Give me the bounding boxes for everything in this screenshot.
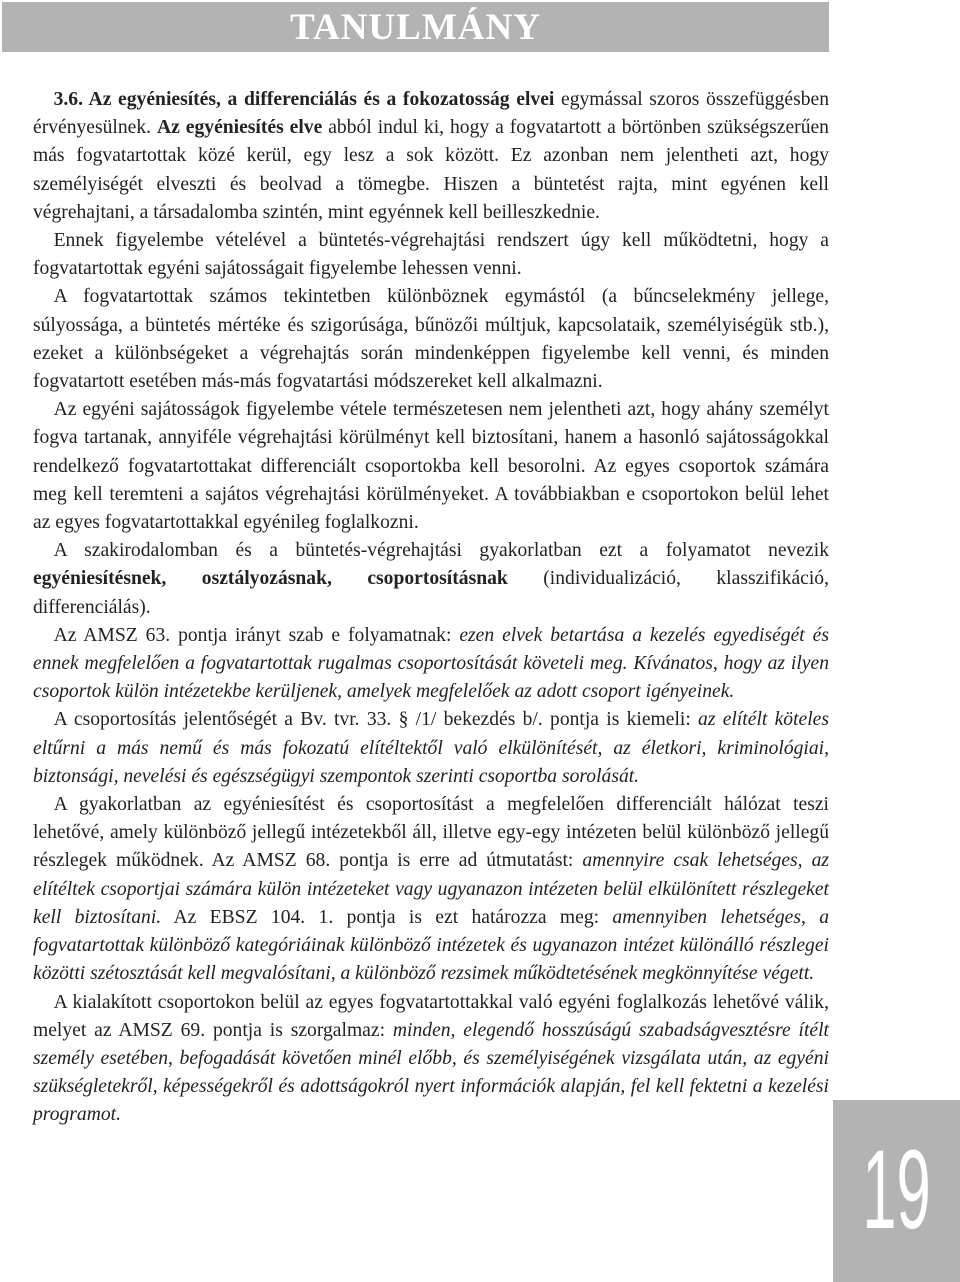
paragraph-8-text-b: Az EBSZ 104. 1. pontja is ezt határozza meg: [161, 906, 613, 928]
page-number-box [833, 1100, 960, 1282]
paragraph-1-text-a: egymással szoros összefüggésben érvényesülnek. [33, 89, 829, 139]
paragraph-7 [33, 706, 829, 791]
paragraph-5-bold: egyéniesítésnek, osztályozásnak, csoportosításnak [33, 568, 508, 590]
paragraph-1 [33, 86, 829, 227]
paragraph-6 [33, 622, 829, 707]
page-number: 19 [862, 1127, 931, 1252]
paragraph-9-text: A kialakított csoportokon belül az egyes fogvatartottakkal való egyéni foglalkozás lehetővé válik, melyet az AMSZ 69. pontja is szorgalmaz: [33, 991, 829, 1041]
paragraph-6-text: Az AMSZ 63. pontja irányt szab e folyamatnak: [53, 624, 460, 646]
paragraph-9 [33, 989, 829, 1130]
paragraph-1-text-b: abból indul ki, hogy a fogvatartott a börtönben szükségszerűen más fogvatartottak közé kerül, egy lesz a sok között. Ez azonban nem jelentheti azt, hogy személyiségét elveszti és beolvad a tömegbe. Hiszen a büntetést rajta, mint egyénen kell végrehajtani, a társadalomba szintén, mint egyénnek kell beilleszkednie. [33, 117, 829, 223]
paragraph-9-quote: minden, elegendő hosszúságú szabadságvesztésre ítélt személy esetében, befogadását követően minél előbb, és személyiségének vizsgálata után, az egyéni szükségletekről, képességekről és adottságokról nyert információk alapján, fel kell fektetni a kezelési programot. [33, 1019, 829, 1126]
paragraph-6-quote: ezen elvek betartása a kezelés egyediségét és ennek megfelelően a fogvatartottak rugalmas csoportosítását követeli meg. Kívánatos, hogy az ilyen csoportok külön intézetekbe kerüljenek, amelyek megfelelőek az adott csoport igényeinek. [33, 624, 829, 703]
article-body [33, 86, 829, 1130]
header-bar [2, 2, 829, 52]
paragraph-7-text: A csoportosítás jelentőségét a Bv. tvr. 33. § /1/ bekezdés b/. pontja is kiemeli: [53, 709, 699, 731]
paragraph-8-quote-a: amennyire csak lehetséges, az elítéltek csoportjai számára külön intézeteket vagy ugyanazon intézeten belül elkülönített részlegeket kell biztosítani. [33, 850, 829, 928]
header-title: TANULMÁNY [290, 7, 541, 48]
paragraph-8 [33, 791, 829, 988]
paragraph-3: A fogvatartottak számos tekintetben különböznek egymástól (a bűncselekmény jellege, súlyossága, a büntetés mértéke és szigorúsága, bűnözői múltjuk, kapcsolataik, személyiségük stb.), ezeket a különbségeket a végrehajtás során mindenképpen figyelembe kell venni, és minden fogvatartott esetében más-más fogvatartási módszereket kell alkalmazni. [33, 286, 829, 393]
section-heading: 3.6. Az egyéniesítés, a differenciálás és a fokozatosság elvei [53, 89, 555, 110]
paragraph-8-quote-b: amennyiben lehetséges, a fogvatartottak különböző kategóriáinak különböző intézetek és ugyanazon intézet különálló részlegei közötti szétosztását kell megvalósítani, a különböző rezsimek működtetésének megkönnyítése végett. [33, 906, 829, 985]
paragraph-1-bold: Az egyéniesítés elve [157, 117, 323, 139]
paragraph-4: Az egyéni sajátosságok figyelembe vétele természetesen nem jelentheti azt, hogy ahány személyt fogva tartanak, annyiféle végrehajtási körülményt kell biztosítani, hanem a hasonló sajátosságokkal rendelkező fogvatartottakat differenciált csoportokba kell besorolni. Az egyes csoportok számára meg kell teremteni a sajátos végrehajtási körülményeket. A továbbiakban e csoportokon belül lehet az egyes fogvatartottakkal egyénileg foglalkozni. [33, 399, 829, 534]
paragraph-5 [33, 537, 829, 622]
paragraph-5-text-a: A szakirodalomban és a büntetés-végrehajtási gyakorlatban ezt a folyamatot nevezik [53, 540, 829, 562]
paragraph-2: Ennek figyelembe vételével a büntetés-végrehajtási rendszert úgy kell működtetni, hogy a fogvatartottak egyéni sajátosságait figyelembe lehessen venni. [33, 230, 829, 280]
paragraph-5-text-b: (individualizáció, klasszifikáció, differenciálás). [33, 568, 830, 618]
paragraph-7-quote: az elítélt köteles eltűrni a más nemű és más fokozatú elítéltektől való elkülönítését, az életkori, kriminológiai, biztonsági, nevelési és egészségügyi szempontok szerinti csoportba sorolását. [33, 709, 829, 787]
paragraph-8-text-a: A gyakorlatban az egyéniesítést és csoportosítást a megfelelően differenciált hálózat teszi lehetővé, amely különböző jellegű intézetekből áll, illetve egy-egy intézeten belül különböző jellegű részlegek működnek. Az AMSZ 68. pontja is erre ad útmutatást: [33, 794, 829, 872]
